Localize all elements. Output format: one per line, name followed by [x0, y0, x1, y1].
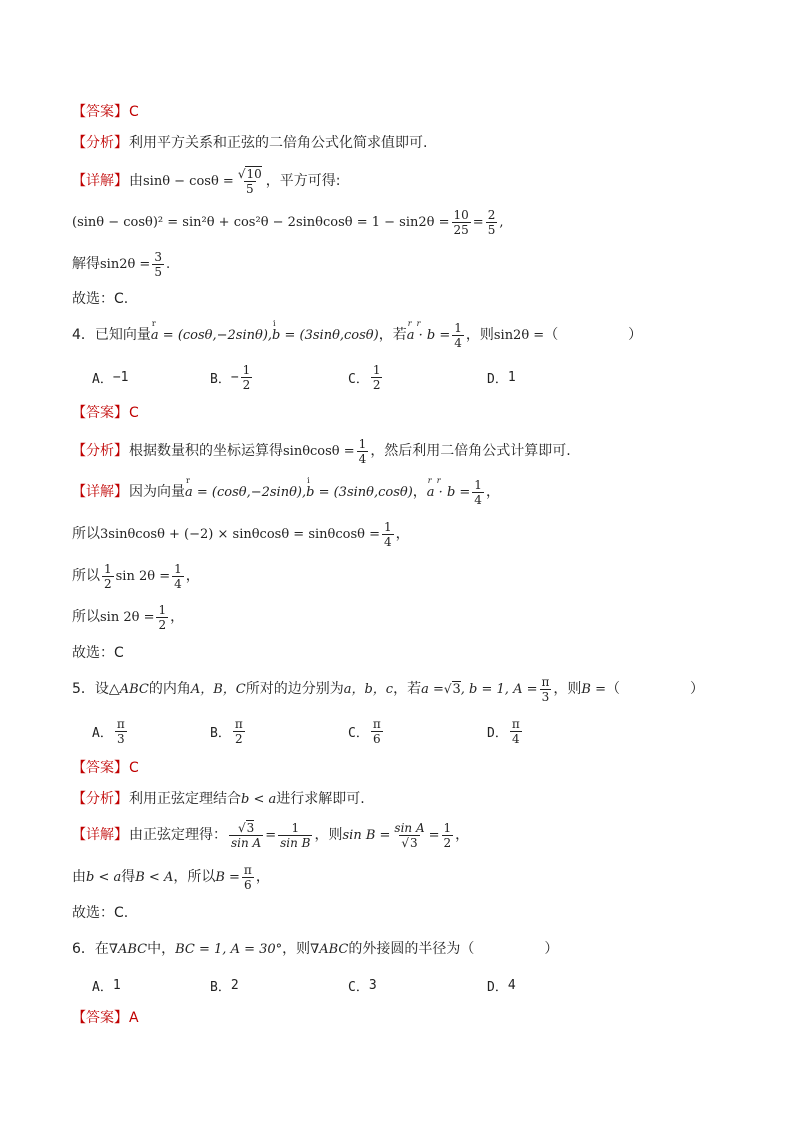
- answer-blank: （ ）: [605, 681, 704, 697]
- fraction: $\frac{\pi}{6}$: [243, 862, 252, 892]
- numerator: 1: [454, 320, 462, 335]
- q5-detail-line: 【详解】 由正弦定理得： $\frac{√3}{\text{sin A}}$ = $\frac{1}{\text{sin B}}$ ，则 sin B = $\frac{\text{sin A}}{√3}$ = $\frac{1}{2}$ ，: [72, 820, 470, 850]
- vector-a: r a = (cosθ,−2sinθ),: [185, 475, 307, 500]
- fraction: $\frac{√3}{\text{sin A}}$: [231, 820, 262, 850]
- denominator: 5: [245, 181, 254, 196]
- result-expr: sin2θ =: [100, 256, 151, 272]
- denominator: 25: [453, 222, 469, 237]
- stem-prefix: 4．已知向量: [72, 327, 151, 343]
- vector-b: i b = (3sinθ,cosθ): [272, 318, 379, 343]
- q4-step-line-1: 所以 3sinθcosθ + (−2) × sinθcosθ = sinθcosθ = $\frac{1}{4}$ ，: [72, 519, 410, 549]
- option-d[interactable]: D． 4: [487, 977, 516, 995]
- numerator: 3: [154, 249, 162, 264]
- detail-prefix: 由: [129, 173, 143, 189]
- option-a[interactable]: A． 1: [92, 977, 121, 995]
- choice-text: 故选：C.: [72, 291, 129, 307]
- detail-prefix: 因为向量: [129, 484, 185, 500]
- stem-expr4: sin2θ =: [493, 327, 545, 343]
- vector-b: i b = (3sinθ,cosθ): [306, 475, 413, 500]
- answer-value: C: [129, 104, 139, 120]
- q5-step-line: 由 b < a 得 B < A ，所以 B = $\frac{\pi}{6}$ ，: [72, 862, 270, 892]
- option-b[interactable]: B． − $\frac{1}{2}$: [210, 362, 251, 392]
- fraction: $\frac{1}{2}$: [443, 820, 452, 850]
- analysis-suffix: ，然后利用二倍角公式计算即可.: [370, 443, 571, 459]
- q5-choice-line: [72, 901, 128, 925]
- q3-choice-line: [72, 287, 128, 311]
- q4-step-line-2: 所以 $\frac{1}{2}$ sin 2θ = $\frac{1}{4}$ ，: [72, 561, 200, 591]
- detail-suffix: ，平方可得:: [265, 173, 341, 189]
- answer-value: A: [129, 1010, 139, 1026]
- radicand: 10: [246, 166, 262, 181]
- analysis-text: 利用平方关系和正弦的二倍角公式化简求值即可.: [129, 135, 428, 151]
- q6-stem-line: 6．在 ∇ABC 中， BC = 1, A = 30° ，则 ∇ABC 的外接圆的半径为（ ）: [72, 941, 559, 957]
- analysis-tag: 【分析】: [72, 791, 128, 807]
- numerator: 2: [487, 207, 496, 222]
- fraction: [486, 208, 498, 237]
- q5-stem-line: 5．设△ ABC 的内角 A，B，C 所对的边分别为 a，b，c ，若 a = √3 , b = 1, A = $\frac{\pi}{3}$ ，则 B = （ ）: [72, 674, 704, 704]
- fraction: $\frac{\text{sin A}}{√3}$: [394, 820, 425, 850]
- dot-product: r r a · b =: [406, 318, 451, 343]
- answer-blank: （ ）: [544, 327, 643, 343]
- dot-product: r r a · b =: [426, 475, 471, 500]
- fraction: $\frac{1}{4}$: [358, 436, 367, 466]
- numerator: 10: [453, 207, 469, 222]
- denominator: 5: [154, 264, 162, 279]
- option-a[interactable]: A． $\frac{\pi}{3}$: [92, 716, 125, 746]
- answer-tag: 【答案】: [72, 405, 128, 421]
- q4-step-line-3: 所以 sin 2θ = $\frac{1}{2}$ ，: [72, 602, 185, 632]
- denominator: 4: [454, 335, 462, 350]
- q3-result-line: 解得 sin2θ = $\frac{3}{5}$ .: [72, 249, 171, 279]
- q4-detail-line: 【详解】 因为向量 r a = (cosθ,−2sinθ), i b = (3sinθ,cosθ) ， r r a · b = $\frac{1}{4}$ ，: [72, 475, 500, 507]
- analysis-tag: 【分析】: [72, 135, 128, 151]
- analysis-tag: 【分析】: [72, 443, 128, 459]
- answer-tag: 【答案】: [72, 760, 128, 776]
- denominator: 5: [487, 222, 496, 237]
- q5-answer-line: [72, 756, 139, 780]
- detail-tag: 【详解】: [72, 827, 128, 843]
- answer-tag: 【答案】: [72, 104, 128, 120]
- option-a[interactable]: A． −1: [92, 369, 129, 387]
- option-b[interactable]: B． 2: [210, 977, 239, 995]
- q5-analysis-line: 【分析】 利用正弦定理结合 b < a 进行求解即可.: [72, 791, 365, 807]
- q3-equation-line: (sinθ − cosθ)² = sin²θ + cos²θ − 2sinθcosθ = 1 − sin2θ = $\frac{10}{25}$ = $\frac{2}{5}$ ,: [72, 207, 504, 237]
- fraction: $\frac{1}{\text{sin B}}$: [280, 820, 311, 850]
- choice-text: 故选：C.: [72, 905, 129, 921]
- stem-mid2: ，则: [465, 327, 494, 343]
- q4-analysis-line: [72, 436, 571, 466]
- option-d[interactable]: D． 1: [487, 369, 516, 387]
- q3-detail-line: [72, 166, 340, 196]
- fraction: [152, 250, 164, 279]
- detail-tag: 【详解】: [72, 484, 128, 500]
- fraction: $\frac{√10}{5}$: [237, 166, 262, 196]
- option-c[interactable]: C． $\frac{1}{2}$: [348, 362, 381, 392]
- answer-value: C: [129, 760, 139, 776]
- fraction: $\frac{1}{2}$: [158, 602, 167, 632]
- fraction: $\frac{1}{4}$: [383, 519, 392, 549]
- result-prefix: 解得: [72, 256, 100, 272]
- fraction: [452, 208, 471, 237]
- fraction: $\frac{1}{4}$: [174, 561, 182, 591]
- fraction: $\frac{1}{4}$: [474, 477, 482, 507]
- choice-text: 故选：C: [72, 645, 124, 661]
- option-c[interactable]: C． 3: [348, 977, 377, 995]
- q3-answer-line: [72, 100, 139, 124]
- q4-choice-line: [72, 641, 124, 665]
- equation-expr: (sinθ − cosθ)² = sin²θ + cos²θ − 2sinθcosθ = 1 − sin2θ =: [72, 214, 450, 230]
- option-b[interactable]: B． $\frac{\pi}{2}$: [210, 716, 243, 746]
- option-d[interactable]: D． $\frac{\pi}{4}$: [487, 716, 520, 746]
- stem-mid: ，若: [378, 327, 407, 343]
- answer-tag: 【答案】: [72, 1010, 128, 1026]
- analysis-prefix: 根据数量积的坐标运算得: [129, 443, 283, 459]
- answer-value: C: [129, 405, 139, 421]
- vector-a: r a = (cosθ,−2sinθ),: [150, 318, 273, 343]
- q3-analysis-line: [72, 131, 427, 155]
- detail-expr: sinθ − cosθ =: [143, 173, 234, 189]
- fraction: [452, 321, 464, 350]
- fraction: $\frac{1}{2}$: [104, 561, 112, 591]
- fraction: $\frac{\pi}{3}$: [541, 674, 550, 704]
- q6-answer-line: [72, 1006, 139, 1030]
- detail-tag: 【详解】: [72, 173, 128, 189]
- analysis-expr: sinθcosθ =: [283, 443, 355, 459]
- q4-stem-line: [72, 320, 642, 350]
- option-c[interactable]: C． $\frac{\pi}{6}$: [348, 716, 381, 746]
- q4-answer-line: [72, 401, 139, 425]
